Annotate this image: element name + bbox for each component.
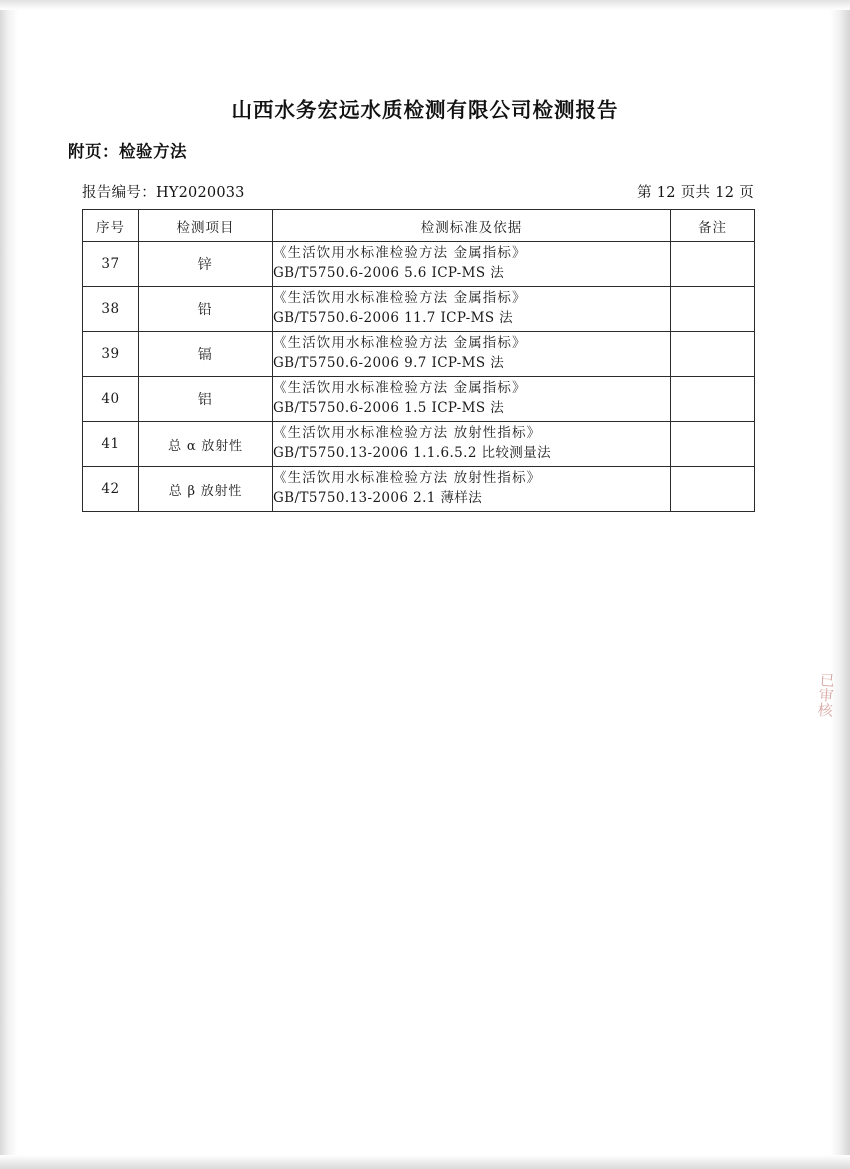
table-row xyxy=(83,287,755,332)
standard-title: 《生活饮用水标准检验方法 金属指标》 xyxy=(273,245,527,262)
cell-no: 40 xyxy=(83,377,139,422)
handwritten-margin-note: 已审核 xyxy=(815,671,837,718)
standard-code: GB/T5750.13-2006 2.1 薄样法 xyxy=(273,490,483,506)
cell-remark xyxy=(671,332,755,377)
table-row xyxy=(83,242,755,287)
cell-item: 铅 xyxy=(139,287,273,332)
section-subtitle: 附页：检验方法 xyxy=(68,142,187,161)
cell-remark xyxy=(671,467,755,512)
cell-remark xyxy=(671,242,755,287)
cell-item xyxy=(139,422,273,467)
cell-item: 铝 xyxy=(139,377,273,422)
report-number xyxy=(82,181,245,202)
table-header-row xyxy=(83,210,755,242)
report-meta-row xyxy=(82,181,754,202)
standard-title: 《生活饮用水标准检验方法 放射性指标》 xyxy=(273,425,542,442)
cell-no: 38 xyxy=(83,287,139,332)
report-number-label: 报告编号： xyxy=(82,185,156,201)
cell-no: 41 xyxy=(83,422,139,467)
cell-standard xyxy=(273,242,671,287)
cell-item-text: 总 α 放射性 xyxy=(168,438,243,454)
cell-item: 锌 xyxy=(139,242,273,287)
cell-standard xyxy=(273,332,671,377)
cell-no: 42 xyxy=(83,467,139,512)
cell-standard xyxy=(273,467,671,512)
standard-code: GB/T5750.6-2006 1.5 ICP-MS 法 xyxy=(273,400,505,416)
table-row xyxy=(83,332,755,377)
report-number-value: HY2020033 xyxy=(156,185,245,201)
column-header-standard: 检测标准及依据 xyxy=(273,210,671,242)
cell-item-text: 总 β 放射性 xyxy=(168,483,243,499)
table-row xyxy=(83,422,755,467)
page-title: 山西水务宏远水质检测有限公司检测报告 xyxy=(231,98,619,122)
standard-title: 《生活饮用水标准检验方法 金属指标》 xyxy=(273,335,527,352)
cell-item xyxy=(139,467,273,512)
cell-standard xyxy=(273,422,671,467)
cell-remark xyxy=(671,422,755,467)
cell-standard xyxy=(273,377,671,422)
standard-code: GB/T5750.6-2006 11.7 ICP-MS 法 xyxy=(273,310,514,326)
standard-code: GB/T5750.6-2006 5.6 ICP-MS 法 xyxy=(273,265,505,281)
standard-title: 《生活饮用水标准检验方法 金属指标》 xyxy=(273,380,527,397)
cell-no: 37 xyxy=(83,242,139,287)
cell-no: 39 xyxy=(83,332,139,377)
column-header-no: 序号 xyxy=(83,210,139,242)
column-header-item: 检测项目 xyxy=(139,210,273,242)
page-indicator: 第 12 页共 12 页 xyxy=(637,185,754,201)
column-header-remark: 备注 xyxy=(671,210,755,242)
table-row xyxy=(83,467,755,512)
table-header xyxy=(83,210,755,242)
table-row xyxy=(83,377,755,422)
test-method-table xyxy=(82,209,755,512)
standard-code: GB/T5750.13-2006 1.1.6.5.2 比较测量法 xyxy=(273,445,551,461)
standard-code: GB/T5750.6-2006 9.7 ICP-MS 法 xyxy=(273,355,505,371)
cell-item: 镉 xyxy=(139,332,273,377)
table-body xyxy=(83,242,755,512)
standard-title: 《生活饮用水标准检验方法 放射性指标》 xyxy=(273,470,542,487)
cell-remark xyxy=(671,377,755,422)
cell-standard xyxy=(273,287,671,332)
cell-remark xyxy=(671,287,755,332)
standard-title: 《生活饮用水标准检验方法 金属指标》 xyxy=(273,290,527,307)
